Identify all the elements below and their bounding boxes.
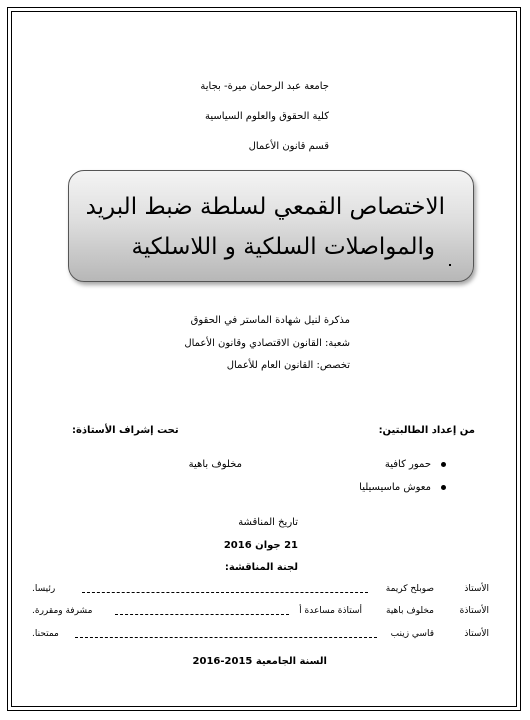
committee-label: لجنة المناقشة:	[224, 562, 298, 573]
faculty-name: كلية الحقوق والعلوم السياسية	[205, 111, 329, 122]
committee-3-dashes	[75, 637, 377, 638]
specialty: تخصص: القانون العام للأعمال	[226, 360, 350, 371]
bullet-icon	[441, 462, 446, 467]
thesis-title-line-1: الاختصاص القمعي لسلطة ضبط البريد	[85, 194, 445, 220]
committee-1-dashes	[82, 592, 368, 593]
supervisor-name: مخلوف باهية	[188, 459, 242, 470]
student-2: معوش ماسيسيليا	[359, 482, 431, 493]
title-box	[68, 170, 474, 282]
academic-year: السنة الجامعية 2015-2016	[192, 656, 327, 667]
department-name: قسم قانون الأعمال	[248, 141, 329, 152]
prepared-by-label: من إعداد الطالبتين:	[378, 425, 475, 436]
memo-purpose: مذكرة لنيل شهادة الماستر في الحقوق	[190, 315, 350, 326]
committee-2-dashes	[115, 614, 289, 615]
committee-1-role: رئيسا.	[32, 584, 56, 594]
supervision-label: تحت إشراف الأستاذة:	[72, 425, 179, 436]
committee-2-title: الأستاذة	[459, 606, 489, 616]
branch: شعبة: القانون الاقتصادي وقانون الأعمال	[184, 338, 350, 349]
committee-3-name: قاسي زينب	[390, 629, 434, 639]
committee-2-rank: أستاذة مساعدة أ	[299, 606, 362, 616]
committee-1-title: الأستاذ	[464, 584, 489, 594]
decorative-dot	[449, 264, 451, 266]
university-name: جامعة عبد الرحمان ميرة- بجاية	[200, 81, 329, 92]
student-1: حمور كافية	[384, 459, 431, 470]
bullet-icon	[441, 485, 446, 490]
committee-3-title: الأستاذ	[464, 629, 489, 639]
defense-date-label: تاريخ المناقشة	[238, 517, 298, 528]
committee-2-name: مخلوف باهية	[386, 606, 434, 616]
committee-3-role: ممتحنا.	[32, 629, 59, 639]
committee-2-role: مشرفة ومقررة.	[32, 606, 93, 616]
thesis-title-line-2: والمواصلات السلكية و اللاسلكية	[131, 234, 435, 260]
defense-date: 21 جوان 2016	[223, 540, 298, 551]
committee-1-name: صوبلح كريمة	[385, 584, 434, 594]
